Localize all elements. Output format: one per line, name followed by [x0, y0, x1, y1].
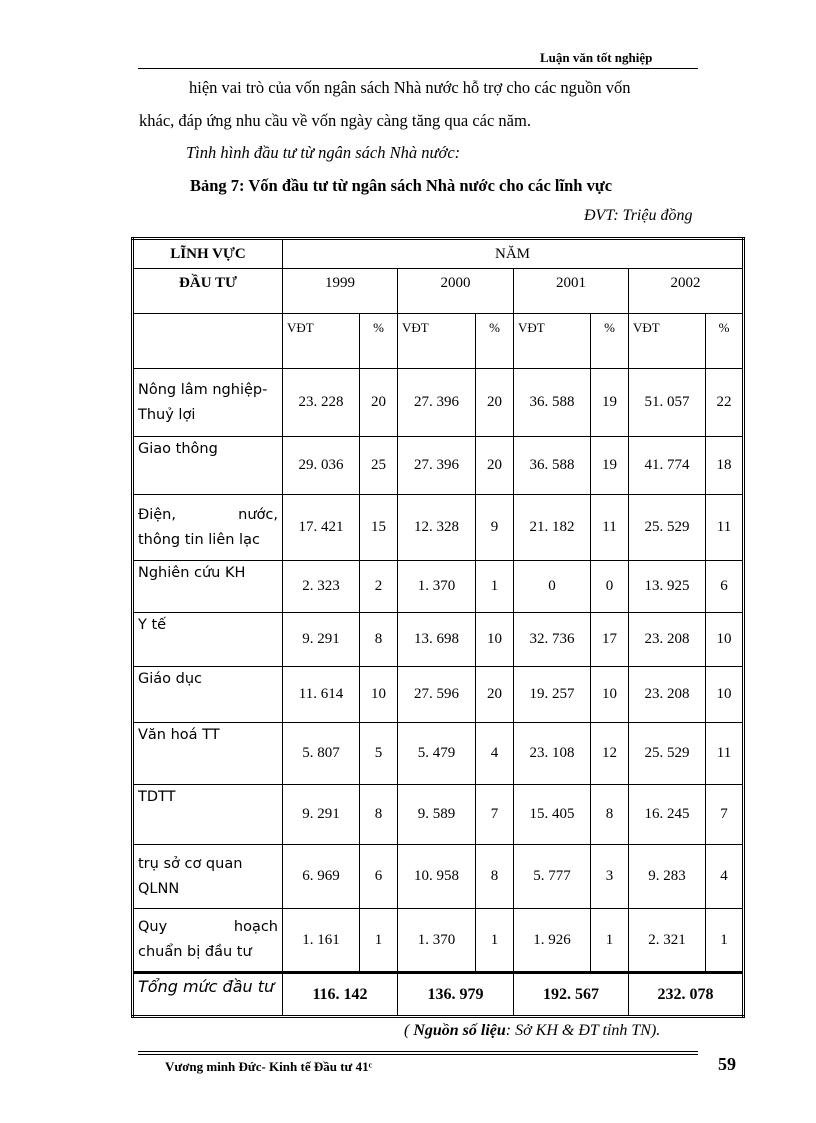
total-value: 192. 567	[514, 973, 629, 1017]
cell-vdt: 36. 588	[514, 369, 591, 437]
cell-vdt: 2. 323	[283, 561, 360, 613]
row-label	[133, 909, 283, 973]
cell-pct: 9	[476, 495, 514, 561]
row-label-line: chuẩn bị đầu tư	[138, 944, 252, 960]
cell-pct: 10	[706, 667, 744, 723]
table-title: Bảng 7: Vốn đầu tư từ ngân sách Nhà nước cho các lĩnh vực	[190, 176, 613, 195]
cell-vdt: 9. 589	[398, 785, 476, 845]
cell-pct: 8	[360, 785, 398, 845]
cell-vdt: 1. 370	[398, 561, 476, 613]
row-label-line: TDTT	[138, 789, 176, 805]
subheader-pct: %	[476, 314, 514, 369]
cell-pct: 4	[706, 845, 744, 909]
year-2000: 2000	[398, 269, 514, 314]
cell-pct: 15	[360, 495, 398, 561]
cell-vdt: 11. 614	[283, 667, 360, 723]
cell-pct: 5	[360, 723, 398, 785]
total-row	[133, 973, 744, 1017]
row-label	[133, 723, 283, 785]
cell-pct: 1	[476, 909, 514, 973]
cell-pct: 17	[591, 613, 629, 667]
row-label	[133, 369, 283, 437]
running-header: Luận văn tốt nghiệp	[540, 50, 653, 65]
cell-vdt: 1. 926	[514, 909, 591, 973]
cell-pct: 11	[706, 723, 744, 785]
row-label-line: Văn hoá TT	[138, 727, 220, 743]
cell-vdt: 9. 291	[283, 785, 360, 845]
subheader-pct: %	[706, 314, 744, 369]
row-label-line: Thuỷ lợi	[138, 406, 196, 423]
table-row	[133, 369, 744, 437]
source-prefix: (	[404, 1022, 414, 1039]
row-label-line: Nông lâm nghiệp-	[138, 381, 268, 398]
cell-vdt: 23. 228	[283, 369, 360, 437]
source-text: : Sở KH & ĐT tỉnh TN).	[505, 1022, 661, 1039]
subheader-pct: %	[360, 314, 398, 369]
cell-vdt: 25. 529	[629, 495, 706, 561]
page-number: 59	[718, 1054, 736, 1074]
cell-pct: 1	[706, 909, 744, 973]
total-value: 116. 142	[283, 973, 398, 1017]
footer-rule-top	[138, 1051, 698, 1052]
header-rule	[138, 68, 698, 69]
cell-pct: 8	[360, 613, 398, 667]
cell-pct: 18	[706, 437, 744, 495]
cell-pct: 25	[360, 437, 398, 495]
cell-pct: 22	[706, 369, 744, 437]
cell-vdt: 23. 108	[514, 723, 591, 785]
total-value: 232. 078	[629, 973, 744, 1017]
cell-vdt: 1. 161	[283, 909, 360, 973]
table-row	[133, 613, 744, 667]
row-label	[133, 561, 283, 613]
cell-pct: 0	[591, 561, 629, 613]
cell-pct: 1	[360, 909, 398, 973]
year-2001: 2001	[514, 269, 629, 314]
subheader-vdt: VĐT	[514, 314, 591, 369]
cell-pct: 7	[706, 785, 744, 845]
row-label-line: Giao thông	[138, 441, 218, 457]
investment-table	[131, 237, 745, 1018]
cell-vdt: 2. 321	[629, 909, 706, 973]
cell-vdt: 13. 925	[629, 561, 706, 613]
subheader-vdt: VĐT	[283, 314, 360, 369]
cell-pct: 10	[360, 667, 398, 723]
row-label-line: trụ sở cơ quan	[138, 855, 243, 872]
cell-vdt: 1. 370	[398, 909, 476, 973]
cell-pct: 19	[591, 437, 629, 495]
cell-pct: 1	[476, 561, 514, 613]
row-label-line: Giáo dục	[138, 671, 202, 687]
cell-vdt: 0	[514, 561, 591, 613]
cell-vdt: 9. 291	[283, 613, 360, 667]
cell-vdt: 29. 036	[283, 437, 360, 495]
table-row	[133, 437, 744, 495]
table-row	[133, 723, 744, 785]
subheader-vdt: VĐT	[398, 314, 476, 369]
row-label-line: thông tin liên lạc	[138, 531, 260, 548]
total-label: Tổng mức đầu tư	[133, 973, 283, 1017]
cell-pct: 1	[591, 909, 629, 973]
cell-pct: 8	[591, 785, 629, 845]
footer-author: Vương minh Đức- Kinh tế Đầu tư 41ᶜ	[165, 1059, 372, 1074]
row-label	[133, 495, 283, 561]
row-label	[133, 613, 283, 667]
subheader-pct: %	[591, 314, 629, 369]
cell-vdt: 25. 529	[629, 723, 706, 785]
cell-pct: 20	[476, 437, 514, 495]
cell-pct: 19	[591, 369, 629, 437]
cell-pct: 7	[476, 785, 514, 845]
source-label: Nguồn số liệu	[413, 1022, 506, 1039]
cell-vdt: 16. 245	[629, 785, 706, 845]
cell-pct: 11	[706, 495, 744, 561]
cell-pct: 4	[476, 723, 514, 785]
row-label-line: Quy hoạch	[138, 919, 278, 935]
table-row	[133, 845, 744, 909]
cell-vdt: 27. 596	[398, 667, 476, 723]
year-1999: 1999	[283, 269, 398, 314]
cell-vdt: 36. 588	[514, 437, 591, 495]
row-label	[133, 845, 283, 909]
row-label-line: Điện, nước,	[138, 506, 278, 523]
row-label-line: Y tế	[138, 617, 167, 633]
cell-pct: 10	[591, 667, 629, 723]
cell-vdt: 23. 208	[629, 613, 706, 667]
cell-pct: 11	[591, 495, 629, 561]
table-row	[133, 909, 744, 973]
cell-pct: 8	[476, 845, 514, 909]
cell-vdt: 9. 283	[629, 845, 706, 909]
cell-pct: 20	[360, 369, 398, 437]
row-label	[133, 785, 283, 845]
paragraph-line-1: hiện vai trò của vốn ngân sách Nhà nước hỗ trợ cho các nguồn vốn	[189, 78, 631, 97]
cell-vdt: 21. 182	[514, 495, 591, 561]
field-header-1: LĨNH VỰC	[133, 239, 283, 269]
year-header: NĂM	[283, 239, 744, 269]
year-2002: 2002	[629, 269, 744, 314]
cell-vdt: 13. 698	[398, 613, 476, 667]
cell-pct: 20	[476, 667, 514, 723]
cell-pct: 12	[591, 723, 629, 785]
cell-vdt: 51. 057	[629, 369, 706, 437]
field-header-2: ĐẦU TƯ	[133, 269, 283, 314]
cell-pct: 2	[360, 561, 398, 613]
table-row	[133, 561, 744, 613]
cell-pct: 20	[476, 369, 514, 437]
footer-rule-bottom	[138, 1054, 698, 1055]
cell-pct: 3	[591, 845, 629, 909]
subheader-vdt: VĐT	[629, 314, 706, 369]
unit-label: ĐVT: Triệu đồng	[584, 207, 693, 224]
cell-pct: 6	[706, 561, 744, 613]
source-note	[404, 1022, 660, 1040]
total-value: 136. 979	[398, 973, 514, 1017]
cell-vdt: 15. 405	[514, 785, 591, 845]
cell-vdt: 17. 421	[283, 495, 360, 561]
row-label-line: Nghiên cứu KH	[138, 565, 246, 581]
cell-pct: 10	[706, 613, 744, 667]
cell-pct: 10	[476, 613, 514, 667]
cell-vdt: 6. 969	[283, 845, 360, 909]
cell-vdt: 12. 328	[398, 495, 476, 561]
cell-vdt: 23. 208	[629, 667, 706, 723]
cell-vdt: 32. 736	[514, 613, 591, 667]
cell-vdt: 27. 396	[398, 437, 476, 495]
table-row	[133, 785, 744, 845]
table-row	[133, 495, 744, 561]
cell-pct: 6	[360, 845, 398, 909]
cell-vdt: 19. 257	[514, 667, 591, 723]
cell-vdt: 5. 777	[514, 845, 591, 909]
cell-vdt: 5. 479	[398, 723, 476, 785]
cell-vdt: 27. 396	[398, 369, 476, 437]
section-intro: Tình hình đầu tư từ ngân sách Nhà nước:	[186, 143, 461, 162]
row-label	[133, 437, 283, 495]
cell-vdt: 41. 774	[629, 437, 706, 495]
row-label-line: QLNN	[138, 880, 180, 897]
cell-vdt: 10. 958	[398, 845, 476, 909]
cell-vdt: 5. 807	[283, 723, 360, 785]
paragraph-line-2: khác, đáp ứng nhu cầu về vốn ngày càng tăng qua các năm.	[139, 111, 531, 130]
table-row	[133, 667, 744, 723]
blank-subheader	[133, 314, 283, 369]
row-label	[133, 667, 283, 723]
